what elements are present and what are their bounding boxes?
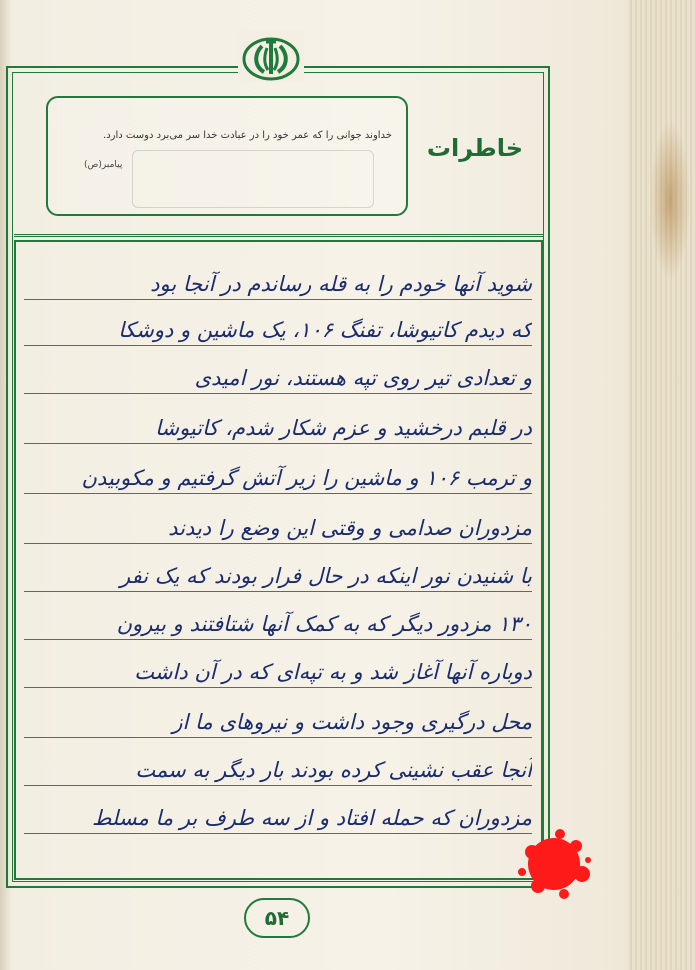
ink-blot — [512, 822, 596, 902]
handwritten-text: دوباره آنها آغاز شد و به تپه‌ای که در آن داشت — [134, 660, 532, 684]
handwritten-line — [24, 310, 532, 354]
handwritten-line — [24, 750, 532, 794]
handwritten-line — [24, 264, 532, 308]
page-number: ۵۴ — [244, 898, 310, 938]
iran-emblem-icon — [238, 30, 304, 82]
edge-stain — [650, 120, 690, 280]
handwritten-text: شوید آنها خودم را به قله رساندم در آنجا بود — [150, 272, 532, 296]
handwritten-line — [24, 556, 532, 600]
handwritten-text: محل درگیری وجود داشت و نیروهای ما از — [172, 710, 532, 734]
handwritten-line — [24, 358, 532, 402]
handwritten-line — [24, 652, 532, 696]
handwritten-line — [24, 408, 532, 452]
header-divider — [14, 234, 544, 237]
handwritten-text: مزدوران که حمله افتاد و از سه طرف بر ما مسلط — [91, 806, 532, 830]
section-title: خاطرات — [426, 134, 524, 162]
handwritten-text: و تعدادی تیر روی تپه هستند، نور امیدی — [194, 366, 532, 390]
handwritten-text: با شنیدن نور اینکه در حال فرار بودند که یک نفر — [119, 564, 532, 588]
hadith-text: خداوند جوانی را که عمر خود را در عبادت خدا سر می‌برد دوست دارد. — [103, 130, 392, 141]
handwritten-text: ۱۳۰ مزدور دیگر که به کمک آنها شتافتند و بیرون — [116, 612, 532, 636]
show-through-box — [132, 150, 374, 208]
hadith-source: پیامبر(ص) — [84, 160, 123, 170]
handwritten-line — [24, 508, 532, 552]
footer-divider — [6, 886, 550, 888]
handwritten-line — [24, 458, 532, 502]
handwritten-line — [24, 798, 532, 842]
handwritten-text: که دیدم کاتیوشا، تفنگ ۱۰۶، یک ماشین و دوشکا — [118, 318, 532, 342]
handwritten-line — [24, 702, 532, 746]
handwritten-text: و ترمب ۱۰۶ و ماشین را زیر آتش گرفتیم و مکوبیدن — [81, 466, 532, 490]
handwritten-text: مزدوران صدامی و وقتی این وضع را دیدند — [168, 516, 532, 540]
handwritten-text: در قلبم درخشید و عزم شکار شدم، کاتیوشا — [155, 416, 532, 440]
handwritten-text: آنجا عقب نشینی کرده بودند بار دیگر به سمت — [135, 758, 532, 782]
handwritten-line — [24, 604, 532, 648]
